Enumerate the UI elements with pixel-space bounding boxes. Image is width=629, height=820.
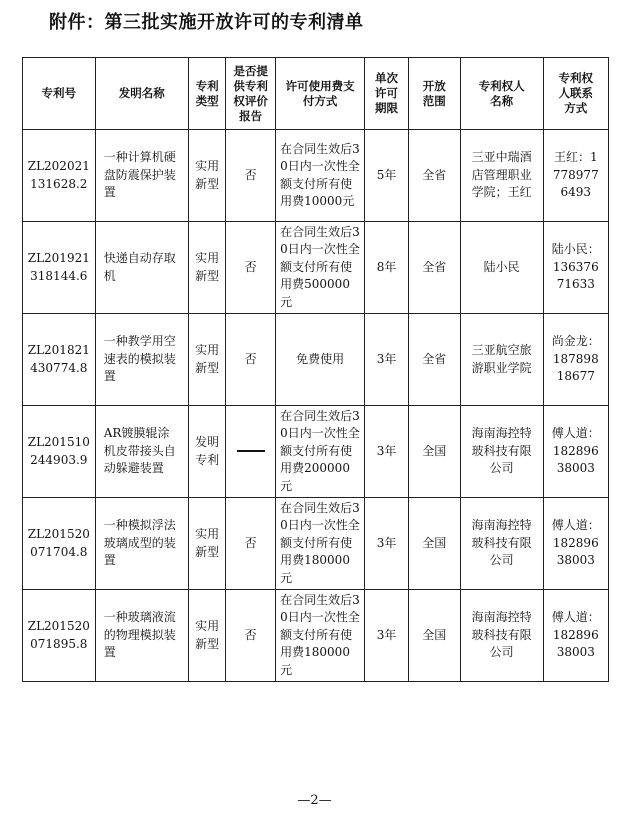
page-number: —2—: [297, 793, 332, 808]
cell-fee-payment: 在合同生效后30日内一次性全额支付所有使用费10000元: [276, 130, 365, 222]
cell-holder-name: 海南海控特玻科技有限公司: [460, 406, 543, 498]
cell-patent-number: ZL201921318144.6: [23, 222, 96, 314]
cell-patent-number: ZL201510244903.9: [23, 406, 96, 498]
document-title: 附件：第三批实施开放许可的专利清单: [49, 12, 364, 33]
header-invention-name: 发明名称: [95, 58, 188, 130]
cell-patent-number: ZL202021131628.2: [23, 130, 96, 222]
cell-license-term: 5年: [365, 130, 409, 222]
header-evaluation-report: 是否提供专利权评价报告: [226, 58, 276, 130]
cell-patent-number: ZL201520071704.8: [23, 498, 96, 590]
cell-license-term: 8年: [365, 222, 409, 314]
cell-holder-contact: 陆小民：13637671633: [543, 222, 608, 314]
header-holder-contact: 专利权人联系方式: [543, 58, 608, 130]
cell-fee-payment: 在合同生效后30日内一次性全额支付所有使用费180000元: [276, 590, 365, 682]
cell-license-term: 3年: [365, 498, 409, 590]
cell-holder-name: 陆小民: [460, 222, 543, 314]
cell-evaluation-report: 否: [226, 130, 276, 222]
header-patent-number: 专利号: [23, 58, 96, 130]
cell-patent-type: 实用新型: [188, 498, 225, 590]
cell-patent-number: ZL201520071895.8: [23, 590, 96, 682]
cell-evaluation-report: 否: [226, 222, 276, 314]
cell-open-scope: 全国: [408, 590, 460, 682]
cell-invention-name: AR镀膜辊涂机皮带接头自动躲避装置: [95, 406, 188, 498]
header-holder-name: 专利权人名称: [460, 58, 543, 130]
dash-mark: [237, 450, 265, 452]
table-header-row: [23, 58, 609, 130]
cell-evaluation-report: 否: [226, 590, 276, 682]
cell-fee-payment: 在合同生效后30日内一次性全额支付所有使用费200000元: [276, 406, 365, 498]
table-row: [23, 590, 609, 682]
header-open-scope: 开放范围: [408, 58, 460, 130]
table-row: [23, 222, 609, 314]
cell-fee-payment: 在合同生效后30日内一次性全额支付所有使用费500000元: [276, 222, 365, 314]
patent-table: [22, 57, 609, 682]
cell-patent-type: 实用新型: [188, 222, 225, 314]
cell-open-scope: 全省: [408, 130, 460, 222]
cell-holder-contact: 尚金龙：18789818677: [543, 314, 608, 406]
cell-holder-name: 三亚中瑞酒店管理职业学院；王红: [460, 130, 543, 222]
header-license-term: 单次许可期限: [365, 58, 409, 130]
cell-holder-contact: 王红：17789776493: [543, 130, 608, 222]
cell-patent-type: 实用新型: [188, 130, 225, 222]
cell-patent-number: ZL201821430774.8: [23, 314, 96, 406]
cell-open-scope: 全省: [408, 222, 460, 314]
header-fee-payment: 许可使用费支付方式: [276, 58, 365, 130]
cell-license-term: 3年: [365, 590, 409, 682]
cell-fee-payment: 免费使用: [276, 314, 365, 406]
cell-open-scope: 全国: [408, 406, 460, 498]
cell-holder-contact: 傅人道：18289638003: [543, 498, 608, 590]
cell-fee-payment: 在合同生效后30日内一次性全额支付所有使用费180000元: [276, 498, 365, 590]
cell-invention-name: 一种计算机硬盘防震保护装置: [95, 130, 188, 222]
table-row: [23, 406, 609, 498]
cell-invention-name: 一种模拟浮法玻璃成型的装置: [95, 498, 188, 590]
cell-evaluation-report: [226, 406, 276, 498]
cell-invention-name: 一种玻璃液流的物理模拟装置: [95, 590, 188, 682]
cell-patent-type: 发明专利: [188, 406, 225, 498]
cell-holder-name: 海南海控特玻科技有限公司: [460, 590, 543, 682]
cell-open-scope: 全省: [408, 314, 460, 406]
cell-holder-name: 海南海控特玻科技有限公司: [460, 498, 543, 590]
cell-holder-name: 三亚航空旅游职业学院: [460, 314, 543, 406]
cell-holder-contact: 傅人道：18289638003: [543, 590, 608, 682]
cell-invention-name: 快递自动存取机: [95, 222, 188, 314]
table-row: [23, 498, 609, 590]
table-row: [23, 130, 609, 222]
cell-holder-contact: 傅人道：18289638003: [543, 406, 608, 498]
cell-invention-name: 一种教学用空速表的模拟装置: [95, 314, 188, 406]
cell-patent-type: 实用新型: [188, 314, 225, 406]
cell-evaluation-report: 否: [226, 314, 276, 406]
cell-patent-type: 实用新型: [188, 590, 225, 682]
cell-evaluation-report: 否: [226, 498, 276, 590]
cell-license-term: 3年: [365, 314, 409, 406]
header-patent-type: 专利类型: [188, 58, 225, 130]
table-row: [23, 314, 609, 406]
cell-open-scope: 全国: [408, 498, 460, 590]
cell-license-term: 3年: [365, 406, 409, 498]
